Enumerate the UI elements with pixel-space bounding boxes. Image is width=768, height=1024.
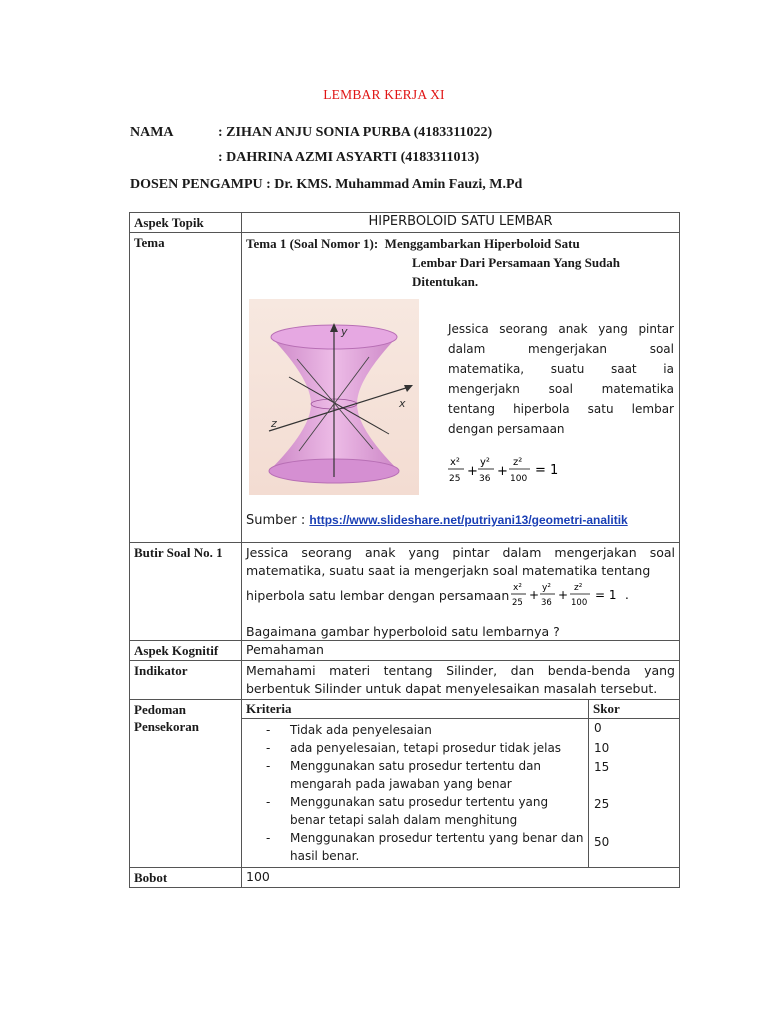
eq-t3-den: 100 (510, 474, 528, 484)
row-pedoman (130, 700, 680, 868)
kognitif-value: Pemahaman (242, 641, 680, 661)
row-bobot (130, 868, 680, 888)
pedoman-label: Pedoman Pensekoran (130, 700, 242, 868)
worksheet-table (129, 212, 680, 888)
eq-t2-den: 36 (479, 474, 491, 484)
tema-title-3: Ditentukan. (412, 274, 479, 289)
svg-text:+: + (467, 464, 478, 479)
aspek-topik-label: Aspek Topik (130, 213, 242, 233)
story-text (448, 319, 674, 493)
tema-title-1: Menggambarkan Hiperboloid Satu (384, 236, 580, 251)
figure-area (246, 291, 675, 541)
kognitif-label: Aspek Kognitif (130, 641, 242, 661)
kriteria-header: Kriteria (242, 700, 589, 719)
y-axis-label: y (341, 325, 348, 338)
row-butir-soal (130, 543, 680, 641)
tema-heading (246, 234, 675, 291)
criteria-item: - Menggunakan prosedur tertentu yang benar dan hasil benar. (266, 829, 584, 865)
criteria-item: - Tidak ada penyelesaian (266, 721, 584, 739)
eq-t3-num: z² (513, 457, 523, 468)
nama-label: NAMA (130, 125, 174, 140)
tema-number: Tema 1 (Soal Nomor 1): (246, 236, 379, 251)
source-line (246, 513, 628, 528)
svg-text:+: + (558, 588, 569, 602)
butir-question: Bagaimana gambar hyperboloid satu lembarnya ? (246, 624, 560, 639)
row-tema (130, 233, 680, 543)
svg-text:+: + (529, 588, 540, 602)
row-aspek-kognitif (130, 641, 680, 661)
skor-header: Skor (589, 700, 680, 719)
x-axis-label: x (399, 397, 406, 410)
tema-label: Tema (130, 233, 242, 543)
criteria-item: - Menggunakan satu prosedur tertentu yang benar tetapi salah dalam menghitung (266, 793, 584, 829)
story-paragraph: Jessica seorang anak yang pintar dalam mengerjakan soal matematika, suatu saat ia mengerjakn soal matematika tentang hiperbola satu lembar dengan persamaan (448, 322, 674, 436)
eq-rhs: = 1 (535, 463, 559, 478)
scores-cell (589, 719, 680, 868)
pedoman-cell (242, 700, 680, 868)
butir-text-2: hiperbola satu lembar dengan persamaan (246, 587, 510, 603)
butir-eq-rhs: = 1 (595, 588, 617, 602)
bobot-label: Bobot (130, 868, 242, 888)
sumber-label: Sumber : (246, 513, 306, 528)
score-value: 10 (594, 741, 610, 755)
butir-eq-t2-num: y² (542, 583, 552, 593)
criteria-list (246, 721, 584, 865)
butir-eq-t3-num: z² (574, 583, 583, 593)
indikator-value: Memahami materi tentang Silinder, dan benda-benda yang berbentuk Silinder untuk dapat menyelesaikan masalah tersebut. (242, 661, 680, 700)
row-indikator (130, 661, 680, 700)
nama-value-2: : DAHRINA AZMI ASYARTI (4183311013) (218, 150, 480, 165)
score-value: 0 (594, 721, 602, 735)
butir-eq-t2-den: 36 (541, 598, 553, 608)
tema-cell (242, 233, 680, 543)
aspek-topik-value: HIPERBOLOID SATU LEMBAR (242, 213, 680, 233)
score-value: 50 (594, 835, 610, 849)
svg-text:.: . (625, 588, 630, 602)
score-value: 15 (594, 760, 610, 774)
row-aspek-topik (130, 213, 680, 233)
name-row-2 (130, 150, 479, 166)
z-axis-label: z (271, 417, 277, 430)
dosen-label: DOSEN PENGAMPU (130, 177, 263, 192)
tema-title-2: Lembar Dari Persamaan Yang Sudah (412, 255, 621, 270)
butir-equation-line (246, 578, 675, 612)
eq-t1-den: 25 (449, 474, 461, 484)
indikator-label: Indikator (130, 661, 242, 700)
eq-t2-num: y² (480, 457, 490, 468)
scoring-table (242, 700, 679, 867)
criteria-item: - Menggunakan satu prosedur tertentu dan mengarah pada jawaban yang benar (266, 757, 584, 793)
nama-value-1: : ZIHAN ANJU SONIA PURBA (4183311022) (218, 125, 493, 140)
score-value: 25 (594, 797, 610, 811)
butir-cell (242, 543, 680, 641)
hyperboloid-image (249, 299, 419, 495)
criteria-cell (242, 719, 589, 868)
butir-eq-t1-den: 25 (512, 598, 524, 608)
butir-text: Jessica seorang anak yang pintar dalam mengerjakan soal matematika, suatu saat ia mengerjakn soal matematika tentang (246, 545, 675, 578)
name-row-1 (130, 125, 492, 141)
dosen-row (130, 177, 522, 193)
source-link[interactable]: https://www.slideshare.net/putriyani13/geometri-analitik (309, 513, 628, 527)
equation (448, 453, 674, 493)
svg-text:+: + (497, 464, 508, 479)
eq-t1-num: x² (450, 457, 460, 468)
dosen-value: : Dr. KMS. Muhammad Amin Fauzi, M.Pd (266, 177, 523, 192)
bobot-value: 100 (242, 868, 680, 888)
butir-label: Butir Soal No. 1 (130, 543, 242, 641)
butir-eq-t1-num: x² (513, 583, 523, 593)
butir-eq-t3-den: 100 (571, 598, 588, 608)
criteria-item: - ada penyelesaian, tetapi prosedur tidak jelas (266, 739, 584, 757)
page-title: LEMBAR KERJA XI (323, 87, 445, 102)
